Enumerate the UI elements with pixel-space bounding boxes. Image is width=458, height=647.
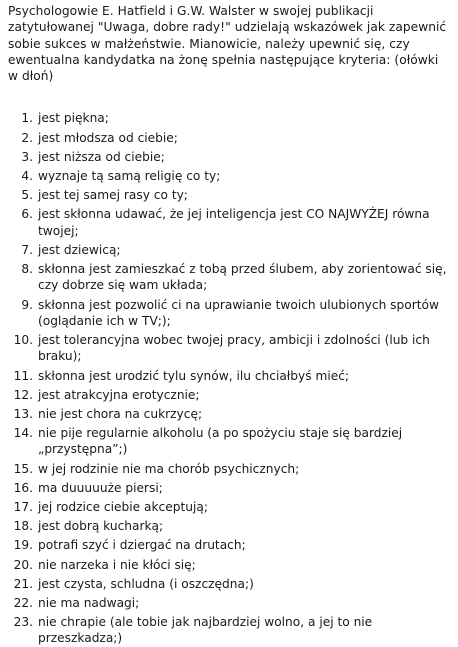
item-number: 17. <box>13 499 33 514</box>
item-text: ma duuuuuże piersi; <box>38 480 163 495</box>
item-text: potrafi szyć i dziergać na drutach; <box>38 538 246 553</box>
list-item <box>8 130 452 146</box>
item-number: 15. <box>13 461 33 476</box>
item-number: 2. <box>21 130 33 145</box>
item-text: w jej rodzinie nie ma chorób psychicznych; <box>38 461 300 476</box>
item-text: jej rodzice ciebie akceptują; <box>38 499 208 514</box>
item-number: 3. <box>21 149 33 164</box>
item-text: jest tej samej rasy co ty; <box>38 188 188 203</box>
item-number: 19. <box>13 538 33 553</box>
item-text: wyznaje tą samą religię co ty; <box>38 169 221 184</box>
item-text: jest młodsza od ciebie; <box>38 130 178 145</box>
list-item <box>8 557 452 573</box>
list-item <box>8 206 452 239</box>
list-item <box>8 518 452 534</box>
item-number: 22. <box>13 595 33 610</box>
list-item <box>8 576 452 592</box>
item-number: 12. <box>13 387 33 402</box>
item-text: jest skłonna udawać, że jej inteligencja jest CO NAJWYŻEJ równa twojej; <box>38 207 430 238</box>
list-item <box>8 480 452 496</box>
item-number: 11. <box>13 368 33 383</box>
list-item <box>8 595 452 611</box>
item-text: nie jest chora na cukrzycę; <box>38 406 203 421</box>
item-text: jest czysta, schludna (i oszczędna;) <box>38 576 254 591</box>
list-item <box>8 187 452 203</box>
item-number: 14. <box>13 426 33 441</box>
item-text: nie chrapie (ale tobie jak najbardziej wolno, a jej to nie przeszkadza;) <box>38 615 373 646</box>
list-item <box>8 168 452 184</box>
item-text: skłonna jest pozwolić ci na uprawianie twoich ulubionych sportów (oglądanie ich w TV;); <box>38 297 439 328</box>
item-number: 21. <box>13 576 33 591</box>
item-text: skłonna jest urodzić tylu synów, ilu chciałbyś mieć; <box>38 368 350 383</box>
item-number: 1. <box>21 111 33 126</box>
item-text: jest tolerancyjna wobec twojej pracy, ambicji i zdolności (lub ich braku); <box>38 333 430 364</box>
list-item <box>8 499 452 515</box>
list-item <box>8 368 452 384</box>
list-item <box>8 242 452 258</box>
list-item <box>8 261 452 294</box>
item-number: 16. <box>13 480 33 495</box>
criteria-list <box>8 110 452 646</box>
item-number: 23. <box>13 615 33 630</box>
item-number: 7. <box>21 242 33 257</box>
list-item <box>8 149 452 165</box>
item-text: nie pije regularnie alkoholu (a po spożyciu staje się bardziej „przystępna”;) <box>38 426 403 457</box>
intro-paragraph: Psychologowie E. Hatfield i G.W. Walster w swojej publikacji zatytułowanej "Uwaga, dobre rady!" udzielają wskazówek jak zapewnić sobie sukces w małżeństwie. Mianowicie, należy upewnić się, czy ewentualna kandydatka na żonę spełnia następujące kryteria: (ołówki w dłoń) <box>8 4 447 84</box>
item-number: 20. <box>13 557 33 572</box>
item-text: jest piękna; <box>38 111 109 126</box>
item-number: 8. <box>21 262 33 277</box>
item-number: 13. <box>13 406 33 421</box>
list-item <box>8 614 452 647</box>
item-text: jest niższa od ciebie; <box>38 149 165 164</box>
item-number: 18. <box>13 519 33 534</box>
list-item <box>8 537 452 553</box>
list-item <box>8 297 452 330</box>
item-text: skłonna jest zamieszkać z tobą przed ślubem, aby zorientować się, czy dobrze się wam układa; <box>38 262 447 293</box>
item-number: 10. <box>13 333 33 348</box>
item-text: jest dobrą kucharką; <box>38 519 164 534</box>
item-number: 6. <box>21 207 33 222</box>
item-number: 5. <box>21 188 33 203</box>
item-number: 4. <box>21 169 33 184</box>
list-item <box>8 406 452 422</box>
item-text: jest dziewicą; <box>38 242 121 257</box>
list-item <box>8 387 452 403</box>
list-item <box>8 110 452 126</box>
list-item <box>8 461 452 477</box>
list-item <box>8 425 452 458</box>
item-number: 9. <box>21 297 33 312</box>
item-text: jest atrakcyjna erotycznie; <box>38 387 200 402</box>
item-text: nie narzeka i nie kłóci się; <box>38 557 196 572</box>
list-item <box>8 332 452 365</box>
item-text: nie ma nadwagi; <box>38 595 140 610</box>
